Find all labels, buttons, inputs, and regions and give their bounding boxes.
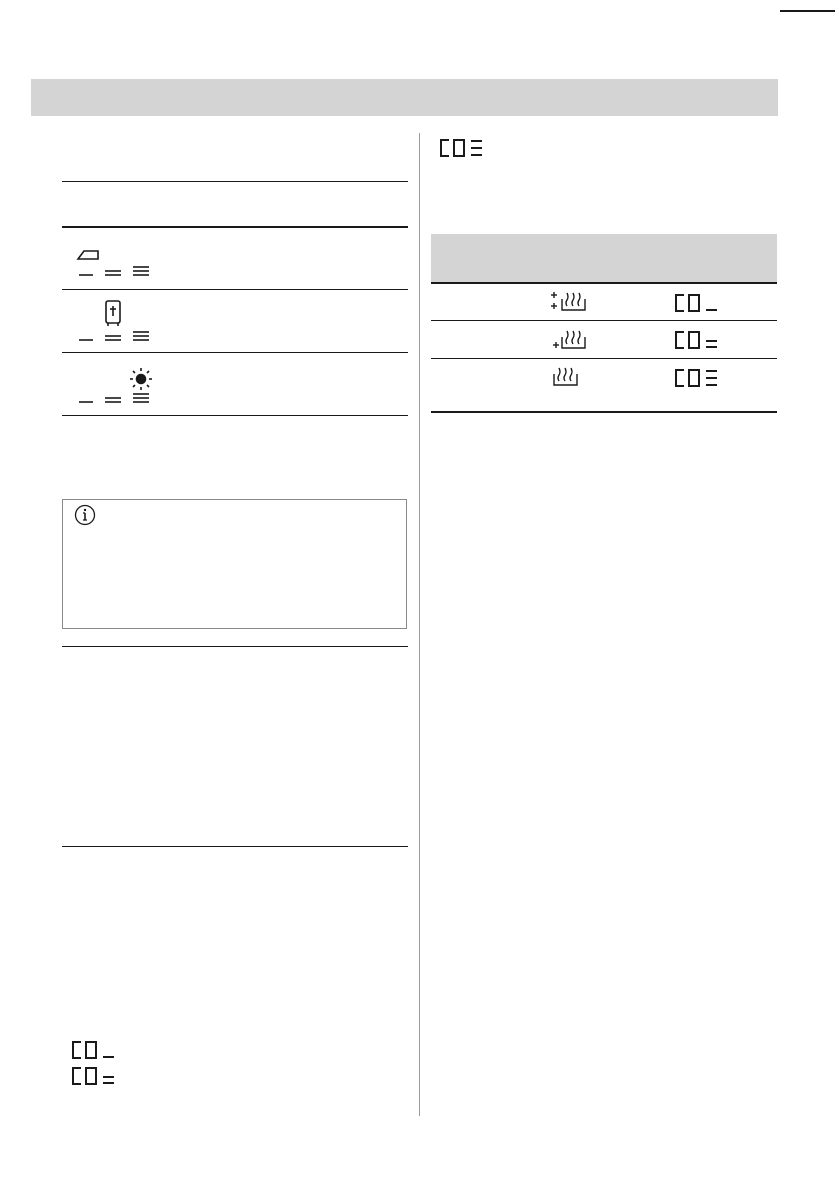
display-code-c0-level2: [70, 1066, 118, 1086]
heating-table-header-rule: [431, 282, 777, 284]
section-rule: [62, 846, 408, 847]
heating-table-header: [431, 234, 777, 283]
iron-icon: [78, 251, 98, 259]
table-row: [76, 247, 166, 279]
table-header-rule: [62, 226, 408, 228]
sun-icon: [130, 368, 152, 390]
table-rule: [62, 352, 408, 353]
heat-plus-plus-icon: [549, 291, 589, 313]
table-rule: [62, 181, 408, 182]
level-3-bars: [133, 267, 149, 275]
level-2-bars: [105, 271, 121, 275]
display-code-c0-level1: [673, 293, 721, 313]
column-divider: [419, 133, 420, 1116]
page-top-rule: [780, 10, 835, 12]
level-3-bars: [133, 394, 149, 402]
heat-plus-icon: [552, 329, 590, 351]
level-2-bars: [105, 398, 121, 402]
display-code-c0-level3: [438, 138, 486, 158]
display-code-c0-level2: [673, 330, 721, 350]
heat-icon: [552, 366, 580, 388]
cabinet-icon: [106, 301, 120, 326]
display-code-c0-level1: [70, 1040, 118, 1060]
section-header-band: [31, 79, 778, 116]
table-rule: [62, 289, 408, 290]
level-3-bars: [133, 332, 149, 340]
display-code-c0-level3: [673, 368, 721, 388]
info-note-box: [62, 499, 407, 629]
section-rule: [62, 646, 408, 647]
heating-table-rule: [431, 358, 777, 359]
heating-table-bottom-rule: [431, 411, 777, 413]
level-2-bars: [105, 336, 121, 340]
table-row: [76, 368, 166, 406]
info-icon: [74, 504, 96, 526]
heating-table-rule: [431, 320, 777, 321]
table-rule: [62, 415, 408, 416]
table-row: [76, 300, 166, 342]
